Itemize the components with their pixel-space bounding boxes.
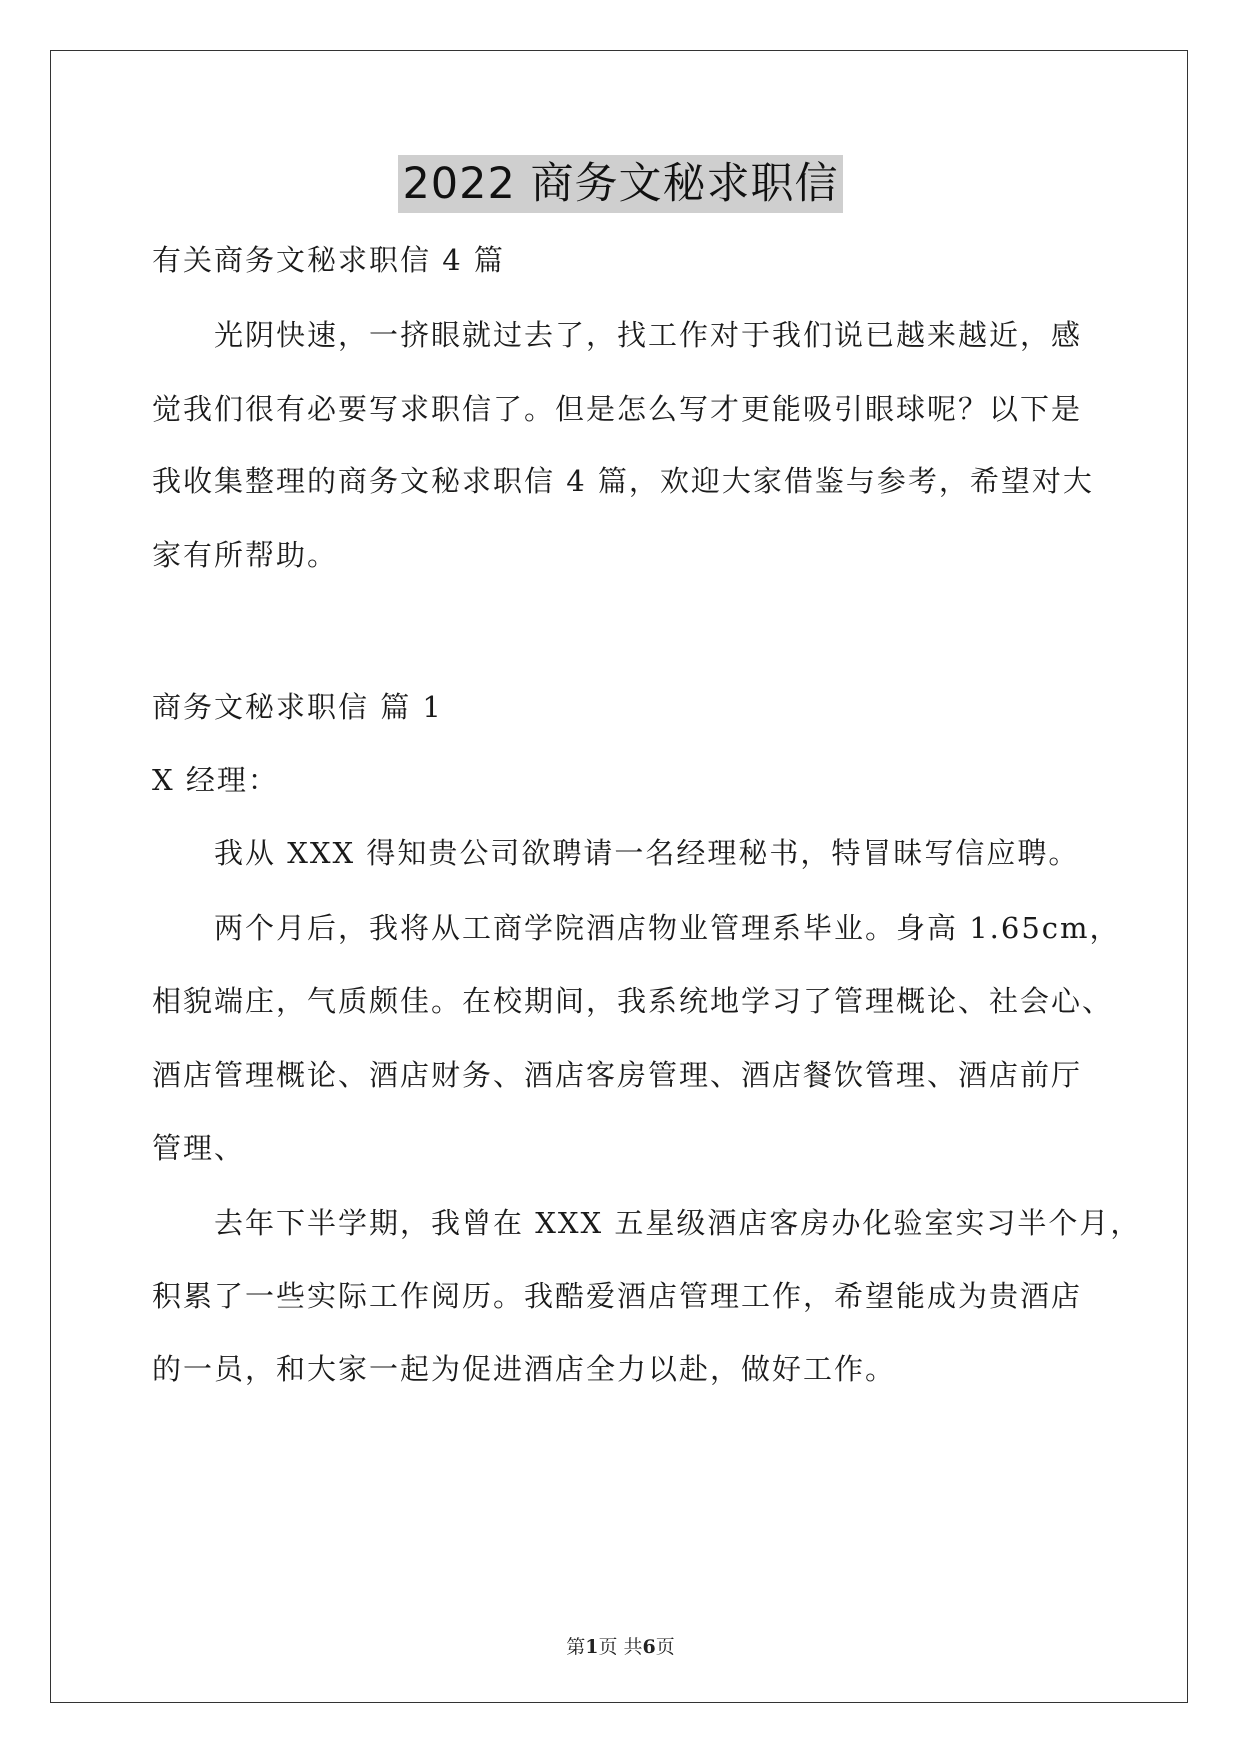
paragraph-2-line-4: 管理、 [152, 1131, 246, 1165]
intro-line-1: 光阴快速，一挤眼就过去了，找工作对于我们说已越来越近，感 [214, 318, 1083, 352]
section-heading: 商务文秘求职信 篇 1 [152, 690, 443, 724]
document-subtitle: 有关商务文秘求职信 4 篇 [152, 243, 505, 277]
intro-line-2: 觉我们很有必要写求职信了。但是怎么写才更能吸引眼球呢？以下是 [152, 392, 1083, 426]
paragraph-1: 我从 XXX 得知贵公司欲聘请一名经理秘书，特冒昧写信应聘。 [214, 836, 1080, 870]
page-footer [0, 1632, 1241, 1659]
footer-mid: 页 共 [598, 1636, 643, 1658]
paragraph-2-line-1: 两个月后，我将从工商学院酒店物业管理系毕业。身高 1.65cm， [214, 911, 1121, 945]
intro-line-3: 我收集整理的商务文秘求职信 4 篇，欢迎大家借鉴与参考，希望对大 [152, 464, 1094, 498]
footer-prefix: 第 [566, 1636, 586, 1658]
current-page-number: 1 [585, 1636, 599, 1658]
title-container [0, 155, 1241, 213]
document-title: 2022 商务文秘求职信 [398, 155, 842, 213]
salutation: X 经理： [152, 763, 279, 797]
footer-suffix: 页 [655, 1636, 675, 1658]
paragraph-3-line-1: 去年下半学期，我曾在 XXX 五星级酒店客房办化验室实习半个月， [214, 1206, 1142, 1240]
paragraph-3-line-3: 的一员，和大家一起为促进酒店全力以赴，做好工作。 [152, 1352, 897, 1386]
paragraph-2-line-3: 酒店管理概论、酒店财务、酒店客房管理、酒店餐饮管理、酒店前厅 [152, 1058, 1083, 1092]
paragraph-2-line-2: 相貌端庄，气质颇佳。在校期间，我系统地学习了管理概论、社会心、 [152, 984, 1114, 1018]
page-border [50, 50, 1188, 1703]
paragraph-3-line-2: 积累了一些实际工作阅历。我酷爱酒店管理工作，希望能成为贵酒店 [152, 1279, 1083, 1313]
intro-line-4: 家有所帮助。 [152, 538, 339, 572]
total-page-number: 6 [642, 1636, 656, 1658]
